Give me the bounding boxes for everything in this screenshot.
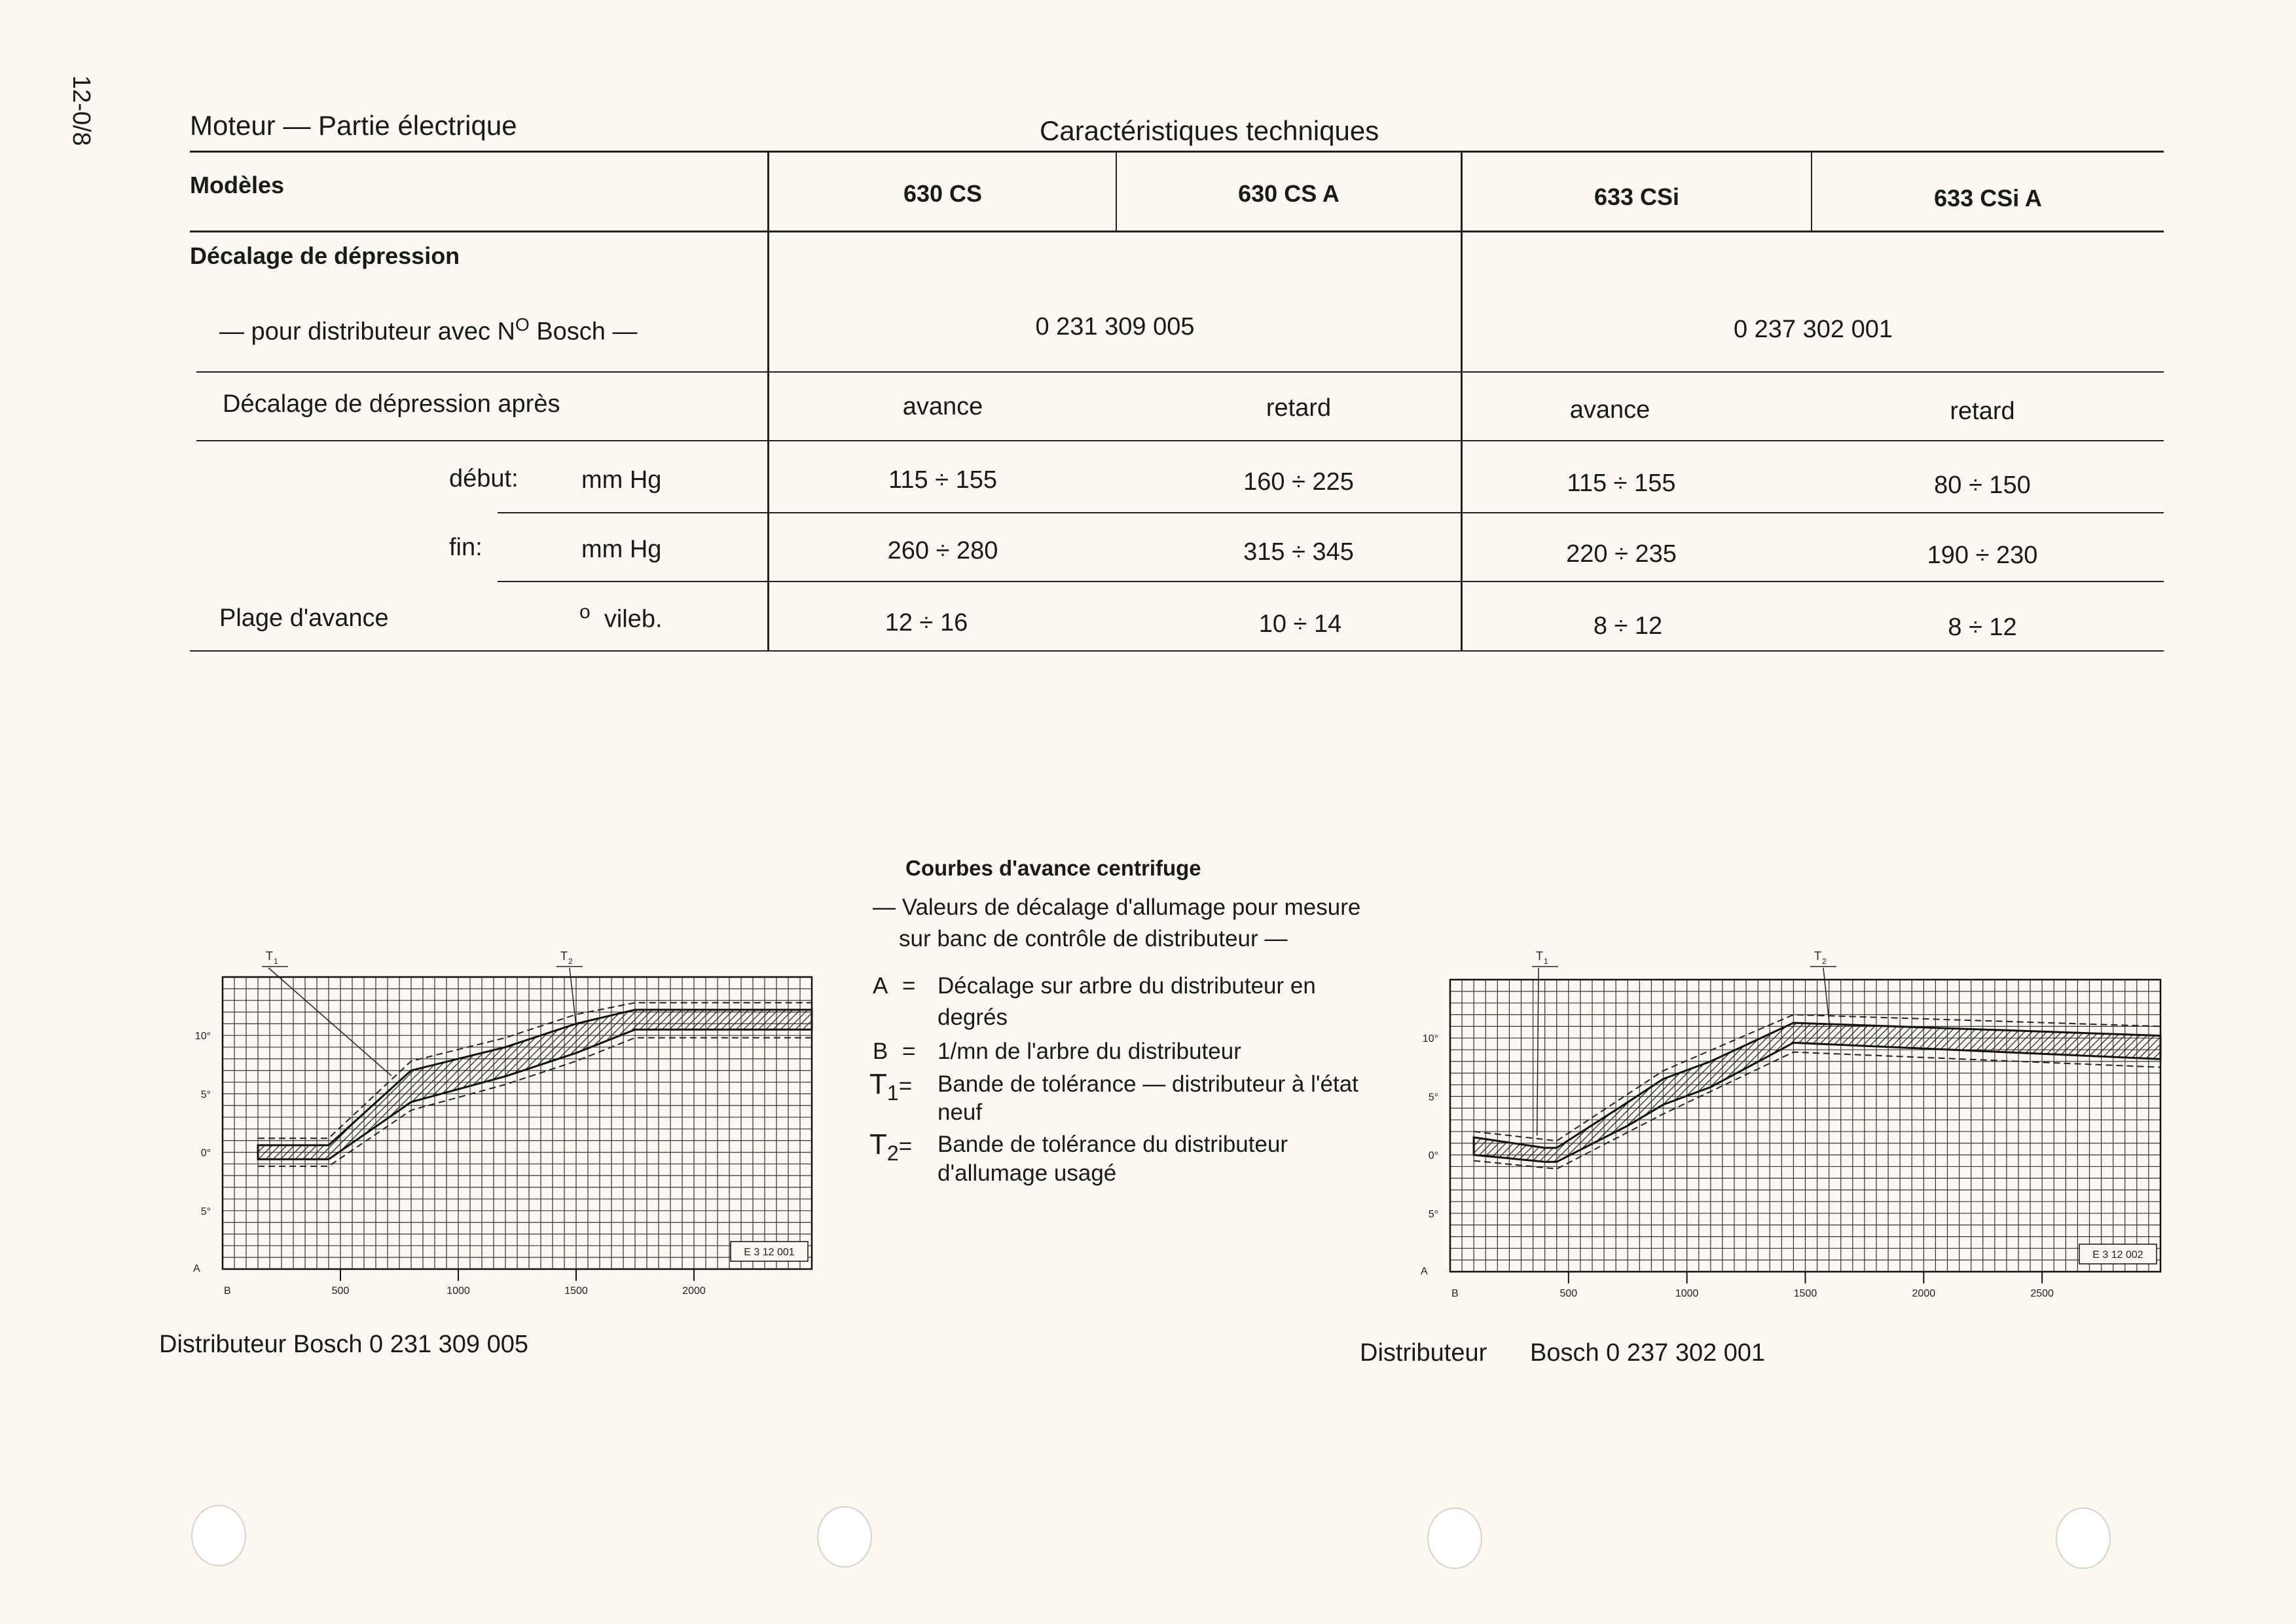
x-axis-label: B [224, 1285, 231, 1297]
page-code: 12-0/8 [67, 75, 95, 146]
x-axis-label: B [1451, 1288, 1459, 1299]
chart-code: E 3 12 001 [744, 1247, 795, 1258]
t2-sub: 2 [1822, 957, 1827, 966]
mode-3: avance [1569, 396, 1650, 424]
debut-value-4: 80 ÷ 150 [1934, 471, 2031, 499]
legend-eq: = [902, 973, 916, 999]
legend-key [873, 970, 925, 1002]
range-label: Plage d'avance [219, 604, 389, 632]
x-tick-label: 2500 [2030, 1288, 2054, 1299]
legend-key-letter: T [869, 1128, 887, 1160]
x-tick-label: 500 [1559, 1288, 1578, 1299]
fin-value-2: 315 ÷ 345 [1243, 538, 1354, 566]
y-tick-label: 5° [200, 1206, 211, 1217]
punch-hole [2056, 1507, 2111, 1569]
legend-eq: = [898, 1073, 913, 1099]
model-630cs: 630 CS [903, 180, 983, 207]
x-tick-label: 1000 [446, 1285, 470, 1297]
legend-text: neuf [938, 1099, 983, 1125]
debut-label: début: [449, 465, 519, 492]
t1-leader [268, 968, 392, 1076]
x-tick-label: 1500 [1793, 1288, 1817, 1299]
fin-value-1: 260 ÷ 280 [887, 537, 998, 564]
range-value-2: 10 ÷ 14 [1258, 610, 1342, 638]
advance-curve-chart-1 [170, 943, 825, 1316]
y-axis-label: A [1421, 1266, 1428, 1277]
legend-text: Bande de tolérance — distributeur à l'état [938, 1071, 1358, 1097]
chart-1-caption: Distributeur Bosch 0 231 309 005 [159, 1331, 529, 1358]
fin-unit: mm Hg [581, 536, 662, 563]
x-tick-label: 1000 [1675, 1288, 1699, 1299]
legend-title: Courbes d'avance centrifuge [905, 856, 1201, 880]
distributor-number-1: 0 231 309 005 [1035, 313, 1195, 341]
x-tick-label: 1500 [564, 1285, 588, 1297]
y-tick-label: 10° [194, 1031, 211, 1043]
legend-key [869, 1069, 912, 1109]
legend-key-letter: B [873, 1039, 888, 1064]
t1-sub: 1 [274, 957, 278, 966]
t1-label: T [1536, 950, 1543, 963]
chart-code: E 3 12 002 [2092, 1249, 2143, 1261]
mode-4: retard [1950, 397, 2015, 425]
mode-1: avance [902, 393, 983, 420]
after-label: Décalage de dépression après [223, 390, 560, 418]
punch-hole [191, 1505, 246, 1566]
t1-label: T [266, 950, 273, 963]
chart-2-caption-label: Distributeur [1360, 1339, 1487, 1367]
mode-2: retard [1266, 394, 1332, 422]
legend-key-sub: 2 [886, 1141, 899, 1165]
advance-curve-chart-2 [1394, 943, 2174, 1316]
page-title: Caractéristiques techniques [1040, 115, 1379, 146]
debut-value-2: 160 ÷ 225 [1243, 468, 1354, 496]
model-630csa: 630 CS A [1238, 180, 1339, 207]
fin-label: fin: [449, 534, 483, 561]
debut-value-1: 115 ÷ 155 [888, 466, 997, 494]
t2-label: T [1814, 950, 1821, 963]
chart-2-caption-number: Bosch 0 237 302 001 [1530, 1339, 1766, 1367]
row-rule [498, 512, 2164, 513]
distributor-suffix: Bosch — [529, 318, 638, 346]
y-tick-label: 5° [1428, 1208, 1438, 1220]
debut-unit: mm Hg [581, 466, 662, 494]
punch-hole [817, 1506, 872, 1568]
legend-text: 1/mn de l'arbre du distributeur [938, 1039, 1241, 1064]
t1-sub: 1 [1544, 957, 1548, 966]
row-rule [498, 581, 2164, 582]
legend-eq: = [902, 1039, 916, 1064]
legend-text: degrés [938, 1005, 1008, 1030]
punch-hole [1427, 1507, 1482, 1569]
distributor-prefix: — pour distributeur avec N [219, 318, 515, 346]
legend-text: d'allumage usagé [938, 1160, 1117, 1186]
range-value-3: 8 ÷ 12 [1593, 612, 1663, 640]
legend-subtitle-2: sur banc de contrôle de distributeur — [899, 926, 1288, 951]
legend-text: Décalage sur arbre du distributeur en [938, 973, 1316, 999]
fin-value-4: 190 ÷ 230 [1927, 542, 2038, 569]
row-rule [196, 440, 2164, 441]
range-unit-text: vileb. [604, 605, 663, 633]
degree-sup: o [579, 601, 591, 623]
number-sup: O [515, 314, 530, 335]
x-tick-label: 2000 [682, 1285, 706, 1297]
y-tick-label: 0° [200, 1147, 211, 1159]
table-top-rule [190, 151, 2164, 153]
t1-leader [1537, 968, 1539, 1135]
distributor-label [219, 314, 638, 346]
section-title: Moteur — Partie électrique [190, 110, 517, 141]
model-633csia: 633 CSi A [1934, 185, 2042, 212]
models-label: Modèles [190, 172, 285, 198]
fin-value-3: 220 ÷ 235 [1566, 540, 1677, 568]
legend-key [869, 1129, 912, 1169]
table-header-rule [190, 231, 2164, 232]
y-axis-label: A [193, 1263, 200, 1274]
range-value-1: 12 ÷ 16 [884, 609, 968, 637]
t2-label: T [560, 950, 568, 963]
y-tick-label: 5° [200, 1089, 211, 1101]
debut-value-3: 115 ÷ 155 [1567, 470, 1676, 497]
y-tick-label: 0° [1428, 1150, 1438, 1162]
t2-sub: 2 [568, 957, 573, 966]
range-value-4: 8 ÷ 12 [1948, 614, 2017, 641]
vacuum-label: Décalage de dépression [190, 242, 460, 269]
range-unit [579, 601, 663, 634]
y-tick-label: 5° [1428, 1092, 1438, 1103]
table-bottom-rule [190, 650, 2164, 652]
x-tick-label: 2000 [1912, 1288, 1936, 1299]
distributor-number-2: 0 237 302 001 [1733, 316, 1893, 343]
legend-key-letter: A [873, 973, 888, 999]
legend-eq: = [898, 1134, 913, 1159]
row-rule [196, 371, 2164, 373]
legend-key [873, 1036, 888, 1067]
x-tick-label: 500 [331, 1285, 350, 1297]
legend-key-letter: T [869, 1068, 887, 1100]
legend-subtitle-1: — Valeurs de décalage d'allumage pour mesure [873, 895, 1361, 920]
legend-text: Bande de tolérance du distributeur [938, 1132, 1288, 1157]
legend-key-sub: 1 [886, 1080, 899, 1105]
y-tick-label: 10° [1422, 1033, 1438, 1045]
model-633csi: 633 CSi [1594, 183, 1680, 210]
